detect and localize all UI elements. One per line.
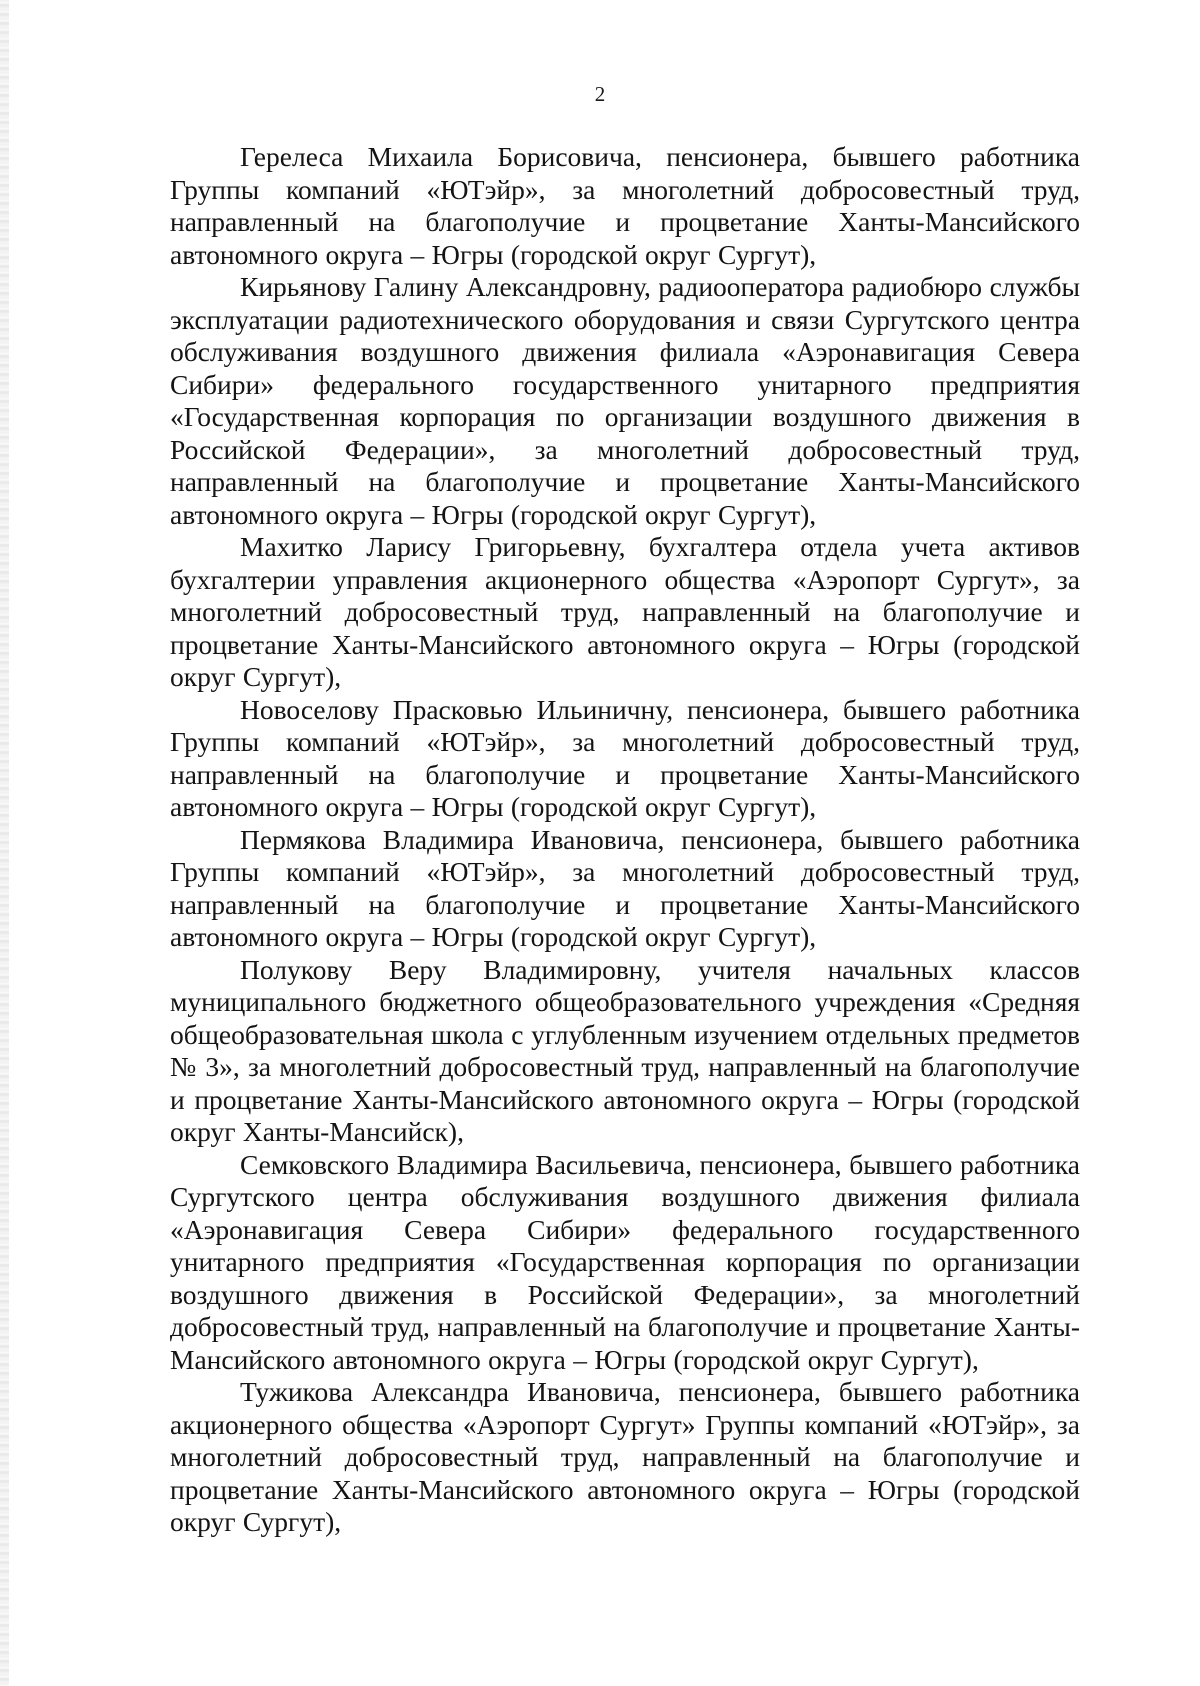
paragraph-polukova: Полукову Веру Владимировну, учителя начальных классов муниципального бюджетного общеобразовательного учреждения «Средняя общеобразовательная школа с углубленным изучением отдельных предметов № 3», за многолетний добросовестный труд, направленный на благополучие и процветание Ханты-Мансийского автономного округа – Югры (городской округ Ханты-Мансийск), xyxy=(170,953,1080,1147)
paragraph-kiryanova: Кирьянову Галину Александровну, радиооператора радиобюро службы эксплуатации радиотехнического оборудования и связи Сургутского центра обслуживания воздушного движения филиала «Аэронавигация Севера Сибири» федерального государственного унитарного предприятия «Государственная корпорация по организации воздушного движения в Российской Федерации», за многолетний добросовестный труд, направленный на благополучие и процветание Ханты-Мансийского автономного округа – Югры (городской округ Сургут), xyxy=(170,271,1080,530)
paragraph-makhitko: Махитко Ларису Григорьевну, бухгалтера отдела учета активов бухгалтерии управления акционерного общества «Аэропорт Сургут», за многолетний добросовестный труд, направленный на благополучие и процветание Ханты-Мансийского автономного округа – Югры (городской округ Сургут), xyxy=(170,531,1080,692)
scan-edge xyxy=(0,0,9,1686)
paragraph-novoselova: Новоселову Прасковью Ильиничну, пенсионера, бывшего работника Группы компаний «ЮТэйр», за многолетний добросовестный труд, направленный на благополучие и процветание Ханты-Мансийского автономного округа – Югры (городской округ Сургут), xyxy=(170,693,1080,822)
document-body xyxy=(170,141,1080,1539)
paragraph-gerelesa: Герелеса Михаила Борисовича, пенсионера, бывшего работника Группы компаний «ЮТэйр», за многолетний добросовестный труд, направленный на благополучие и процветание Ханты-Мансийского автономного округа – Югры (городской округ Сургут), xyxy=(170,141,1080,270)
paragraph-permyakov: Пермякова Владимира Ивановича, пенсионера, бывшего работника Группы компаний «ЮТэйр», за многолетний добросовестный труд, направленный на благополучие и процветание Ханты-Мансийского автономного округа – Югры (городской округ Сургут), xyxy=(170,823,1080,952)
paragraph-semkovsky: Семковского Владимира Васильевича, пенсионера, бывшего работника Сургутского центра обслуживания воздушного движения филиала «Аэронавигация Севера Сибири» федерального государственного унитарного предприятия «Государственная корпорация по организации воздушного движения в Российской Федерации», за многолетний добросовестный труд, направленный на благополучие и процветание Ханты-Мансийского автономного округа – Югры (городской округ Сургут), xyxy=(170,1148,1080,1375)
paragraph-tuzhikov: Тужикова Александра Ивановича, пенсионера, бывшего работника акционерного общества «Аэропорт Сургут» Группы компаний «ЮТэйр», за многолетний добросовестный труд, направленный на благополучие и процветание Ханты-Мансийского автономного округа – Югры (городской округ Сургут), xyxy=(170,1376,1080,1537)
page-number: 2 xyxy=(594,82,606,106)
